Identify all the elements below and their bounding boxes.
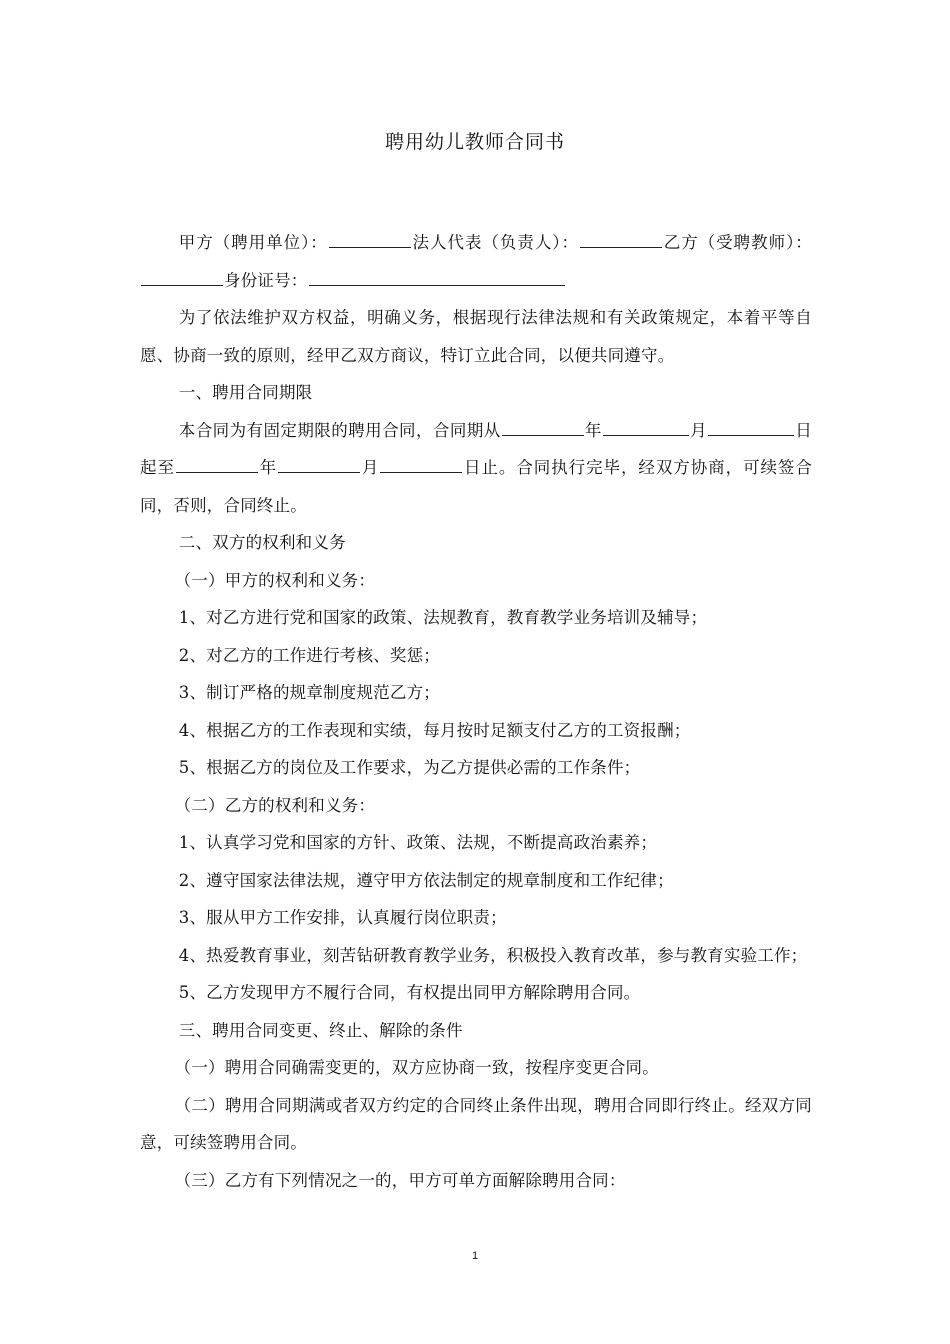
party-a-label: 甲方（聘用单位）：	[178, 233, 328, 252]
legal-rep-label: 法人代表（负责人）：	[411, 233, 579, 252]
section2-sub-a: （一）甲方的权利和义务：	[174, 570, 376, 590]
term-text-5: 年	[258, 458, 278, 477]
intro-paragraph: 为了依法维护双方权益，明确义务，根据现行法律法规和有关政策规定，本着平等自愿、协商一致的原则，经甲乙双方商议，特订立此合同，以便共同遵守。	[140, 308, 812, 365]
document-body	[140, 224, 812, 1199]
start-year-blank	[502, 417, 584, 435]
list-item: 1、对乙方进行党和国家的政策、法规教育，教育教学业务培训及辅导；	[178, 608, 708, 627]
term-text-3: 月	[689, 420, 708, 440]
list-item: （三）乙方有下列情况之一的，甲方可单方面解除聘用合同：	[174, 1170, 626, 1190]
list-item: 2、遵守国家法律法规，遵守甲方依法制定的规章制度和工作纪律；	[178, 870, 674, 890]
legal-rep-blank	[580, 230, 662, 248]
document-title: 聘用幼儿教师合同书	[384, 131, 565, 153]
page-number: 1	[471, 1250, 479, 1262]
list-item: 3、制订严格的规章制度规范乙方；	[178, 683, 440, 702]
section2-sub-b: （二）乙方的权利和义务：	[174, 795, 376, 815]
list-item: 1、认真学习党和国家的方针、政策、法规，不断提高政治素养；	[178, 833, 658, 852]
parties-paragraph	[140, 224, 812, 299]
list-item: 5、乙方发现甲方不履行合同，有权提出同甲方解除聘用合同。	[178, 983, 641, 1002]
list-item: （一）聘用合同确需变更的，双方应协商一致，按程序变更合同。	[174, 1058, 659, 1077]
party-b-label-1: 乙方（受聘教	[663, 233, 769, 252]
section2-heading: 二、双方的权利和义务	[178, 533, 346, 552]
term-text-7: 日止。合同执行完毕，经双方协商，可续签合同，否则，合同终止。	[140, 458, 813, 515]
end-year-blank	[176, 455, 258, 473]
end-day-blank	[380, 455, 462, 473]
party-a-blank	[329, 230, 411, 248]
term-text-4: 日起至	[140, 420, 812, 477]
section1-term-paragraph	[140, 412, 812, 525]
party-b-blank	[141, 267, 223, 285]
list-item: 5、根据乙方的岗位及工作要求，为乙方提供必需的工作条件；	[178, 758, 641, 777]
list-item: 3、服从甲方工作安排，认真履行岗位职责；	[178, 908, 507, 927]
end-month-blank	[278, 455, 360, 473]
start-month-blank	[603, 417, 689, 435]
start-day-blank	[708, 417, 794, 435]
term-text-6: 月	[361, 458, 380, 477]
section3-heading: 三、聘用合同变更、终止、解除的条件	[178, 1020, 463, 1040]
id-label: 身份证号：	[224, 270, 308, 290]
list-item: 4、根据乙方的工作表现和实绩，每月按时足额支付乙方的工资报酬；	[178, 720, 691, 740]
id-blank	[309, 267, 565, 285]
party-b-label-2: 师）：	[768, 233, 813, 252]
list-item: 2、对乙方的工作进行考核、奖惩；	[178, 645, 440, 665]
list-item: 4、热爱教育事业，刻苦钻研教育教学业务，积极投入教育改革，参与教育实验工作；	[178, 945, 808, 965]
list-item: （二）聘用合同期满或者双方约定的合同终止条件出现，聘用合同即行终止。经双方同意，可续签聘用合同。	[140, 1095, 812, 1152]
section1-heading: 一、聘用合同期限	[178, 383, 313, 402]
term-text-1: 本合同为有固定期限的聘用合同，合同期从	[178, 420, 501, 440]
term-text-2: 年	[584, 420, 602, 440]
